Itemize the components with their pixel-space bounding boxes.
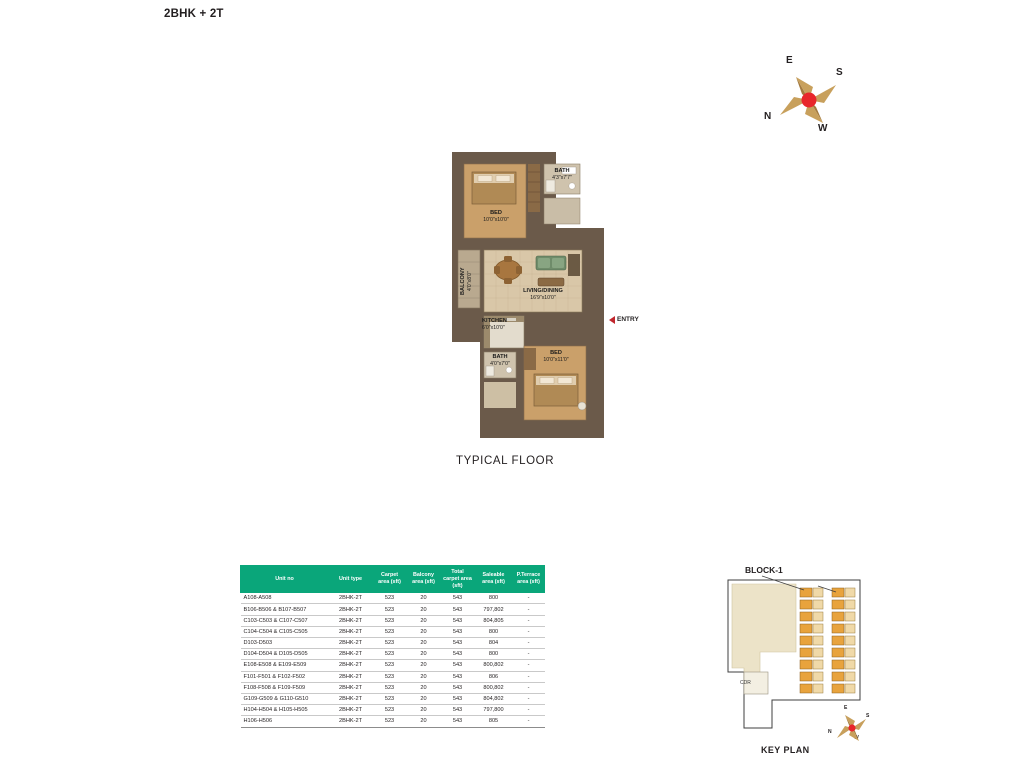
- table-cell: 543: [441, 604, 475, 615]
- table-cell: 20: [407, 593, 441, 604]
- table-cell: -: [513, 705, 545, 716]
- keyplan-block1-label: BLOCK-1: [745, 565, 783, 575]
- table-cell: C103-C503 & C107-C507: [241, 615, 329, 626]
- col-unit-type: Unit type: [329, 566, 373, 593]
- table-cell: -: [513, 638, 545, 649]
- table-cell: 2BHK-2T: [329, 649, 373, 660]
- table-cell: 543: [441, 615, 475, 626]
- table-cell: 804,805: [475, 615, 513, 626]
- room-label-balcony: BALCONY 4'0"x8'0": [460, 267, 473, 295]
- room-label-bed-bottom: BED 10'0"x11'0": [543, 350, 569, 363]
- table-cell: 543: [441, 593, 475, 604]
- table-cell: 2BHK-2T: [329, 705, 373, 716]
- table-row: [241, 660, 545, 671]
- keyplan-compass-north: N: [828, 729, 832, 735]
- table-cell: 20: [407, 682, 441, 693]
- table-cell: -: [513, 682, 545, 693]
- table-cell: 543: [441, 705, 475, 716]
- table-cell: -: [513, 593, 545, 604]
- table-cell: 20: [407, 649, 441, 660]
- table-cell: 20: [407, 660, 441, 671]
- unit-details-table: [240, 565, 545, 728]
- table-cell: 20: [407, 604, 441, 615]
- table-cell: 20: [407, 615, 441, 626]
- table-cell: H106-H506: [241, 716, 329, 727]
- table-cell: 523: [373, 682, 407, 693]
- room-label-bed-top: BED 10'0"x10'0": [483, 210, 509, 223]
- table-cell: 543: [441, 626, 475, 637]
- compass-label-west: W: [818, 123, 828, 134]
- compass-rose: [760, 55, 856, 139]
- table-row: [241, 693, 545, 704]
- page-title: 2BHK + 2T: [164, 8, 224, 20]
- keyplan-compass-south: S: [866, 713, 870, 719]
- table-cell: 2BHK-2T: [329, 693, 373, 704]
- table-cell: 523: [373, 638, 407, 649]
- table-cell: 20: [407, 693, 441, 704]
- table-cell: -: [513, 649, 545, 660]
- table-cell: G109-G509 & G110-G510: [241, 693, 329, 704]
- table-cell: 523: [373, 693, 407, 704]
- table-cell: F108-F508 & F109-F509: [241, 682, 329, 693]
- keyplan-cdr-label: CDR: [740, 680, 751, 686]
- table-cell: 523: [373, 660, 407, 671]
- table-cell: 804: [475, 638, 513, 649]
- table-cell: 543: [441, 660, 475, 671]
- keyplan-compass-needle-icon: [831, 710, 873, 746]
- table-row: [241, 705, 545, 716]
- table-cell: 543: [441, 638, 475, 649]
- table-cell: 543: [441, 649, 475, 660]
- table-cell: 800: [475, 626, 513, 637]
- col-unit-no: Unit no: [241, 566, 329, 593]
- compass-needle-icon: [766, 63, 852, 137]
- floor-plan-drawing: [450, 150, 620, 440]
- table-row: [241, 604, 545, 615]
- table-cell: -: [513, 693, 545, 704]
- table-cell: 543: [441, 693, 475, 704]
- table-cell: C104-C504 & C105-C505: [241, 626, 329, 637]
- col-pterrace-area: P.Terrace area (sft): [513, 566, 545, 593]
- table-cell: 2BHK-2T: [329, 660, 373, 671]
- col-total-carpet-area: Total carpet area (sft): [441, 566, 475, 593]
- compass-label-east: E: [786, 55, 793, 66]
- room-label-living-dining: LIVING/DINING 16'9"x10'0": [523, 288, 563, 301]
- table-cell: 805: [475, 716, 513, 727]
- table-cell: 800,802: [475, 660, 513, 671]
- table-cell: F101-F501 & F102-F502: [241, 671, 329, 682]
- floor-plan-caption: TYPICAL FLOOR: [456, 455, 555, 467]
- table-cell: 2BHK-2T: [329, 593, 373, 604]
- table-cell: D104-D504 & D105-D505: [241, 649, 329, 660]
- table-cell: 523: [373, 716, 407, 727]
- table-cell: 523: [373, 705, 407, 716]
- table-cell: -: [513, 671, 545, 682]
- table-cell: 543: [441, 671, 475, 682]
- table-cell: 523: [373, 649, 407, 660]
- table-cell: 523: [373, 615, 407, 626]
- table-cell: H104-H504 & H105-H505: [241, 705, 329, 716]
- table-cell: 800,802: [475, 682, 513, 693]
- table-row: [241, 671, 545, 682]
- table-cell: 2BHK-2T: [329, 626, 373, 637]
- compass-label-north: N: [764, 111, 772, 122]
- table-cell: 800: [475, 649, 513, 660]
- table-cell: A108-A508: [241, 593, 329, 604]
- table-cell: -: [513, 626, 545, 637]
- table-row: [241, 615, 545, 626]
- entry-arrow-icon: [609, 316, 615, 324]
- table-cell: 523: [373, 671, 407, 682]
- table-row: [241, 593, 545, 604]
- table-row: [241, 716, 545, 727]
- table-cell: 2BHK-2T: [329, 638, 373, 649]
- table-cell: 2BHK-2T: [329, 615, 373, 626]
- table-cell: B106-B506 & B107-B507: [241, 604, 329, 615]
- table-row: [241, 626, 545, 637]
- table-cell: 543: [441, 716, 475, 727]
- table-cell: E108-E508 & E109-E509: [241, 660, 329, 671]
- table-cell: 523: [373, 626, 407, 637]
- table-cell: 20: [407, 671, 441, 682]
- table-cell: 2BHK-2T: [329, 682, 373, 693]
- table-body: [241, 593, 545, 727]
- table-cell: 20: [407, 705, 441, 716]
- table-cell: 797,802: [475, 604, 513, 615]
- col-saleable-area: Saleable area (sft): [475, 566, 513, 593]
- table-cell: -: [513, 660, 545, 671]
- col-carpet-area: Carpet area (sft): [373, 566, 407, 593]
- table-cell: 20: [407, 626, 441, 637]
- table-cell: -: [513, 716, 545, 727]
- table-cell: 800: [475, 593, 513, 604]
- table-row: [241, 682, 545, 693]
- table-cell: 543: [441, 682, 475, 693]
- keyplan-compass-east: E: [844, 705, 848, 711]
- compass-label-south: S: [836, 67, 843, 78]
- table-cell: 20: [407, 638, 441, 649]
- table-cell: 2BHK-2T: [329, 604, 373, 615]
- room-label-bath-top: BATH 4'3"x7'7": [552, 168, 572, 181]
- table-header-row: [241, 566, 545, 593]
- table-cell: -: [513, 604, 545, 615]
- table-cell: -: [513, 615, 545, 626]
- table-row: [241, 649, 545, 660]
- room-label-kitchen: KITCHEN 6'0"x10'0": [482, 318, 507, 331]
- table-cell: 797,800: [475, 705, 513, 716]
- table-cell: 806: [475, 671, 513, 682]
- table-cell: 2BHK-2T: [329, 716, 373, 727]
- table-cell: 20: [407, 716, 441, 727]
- table-cell: D103-D503: [241, 638, 329, 649]
- table-cell: 523: [373, 593, 407, 604]
- col-balcony-area: Balcony area (sft): [407, 566, 441, 593]
- entry-label: ENTRY: [617, 316, 639, 323]
- table-cell: 804,802: [475, 693, 513, 704]
- keyplan-compass: [828, 705, 874, 745]
- table-row: [241, 638, 545, 649]
- table-cell: 523: [373, 604, 407, 615]
- room-label-bath-bottom: BATH 4'0"x7'0": [490, 354, 510, 367]
- table-cell: 2BHK-2T: [329, 671, 373, 682]
- key-plan-caption: KEY PLAN: [761, 745, 810, 755]
